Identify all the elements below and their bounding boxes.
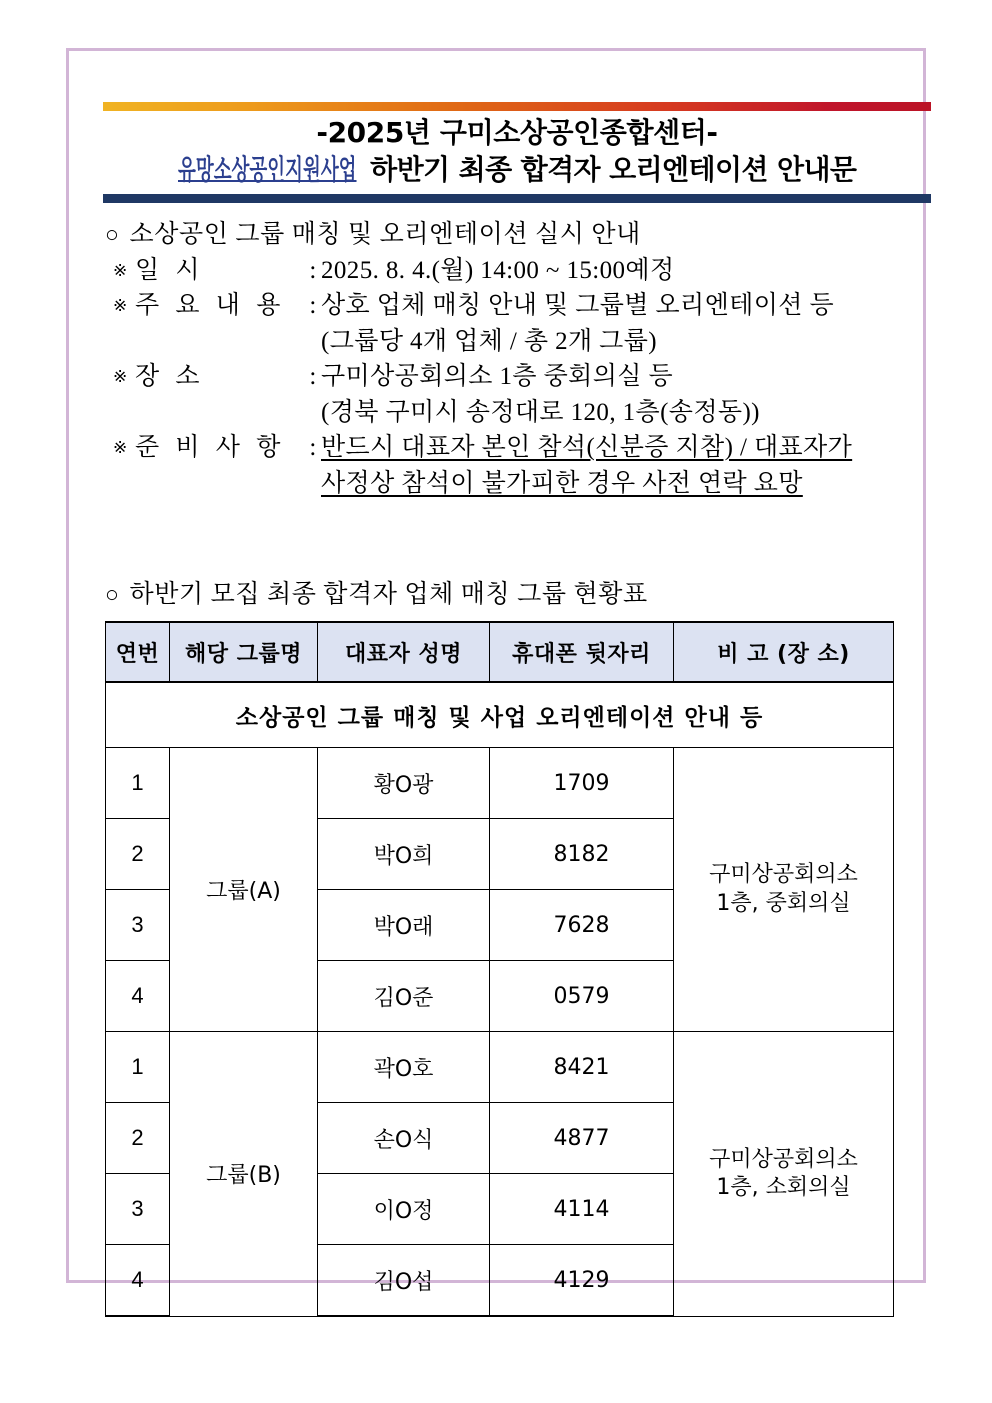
matching-table-wrap: [105, 621, 893, 1317]
info-item-preparation: [113, 430, 929, 466]
info-item-content-colon: :: [309, 292, 317, 319]
info-section: [105, 217, 929, 501]
cell-note-line1: 구미상공회의소: [709, 1146, 858, 1172]
cell-phone: 4114: [490, 1174, 674, 1245]
reference-mark-icon: ※: [113, 260, 128, 280]
info-item-content-value: 상호 업체 매칭 안내 및 그룹별 오리엔테이션 등: [321, 292, 835, 319]
table-section-heading-text: 하반기 모집 최종 합격자 업체 매칭 그룹 현황표: [129, 581, 648, 608]
info-item-content-label: 주 요 내 용: [135, 292, 286, 319]
cell-note-line2: 1층, 중회의실: [716, 890, 851, 916]
cell-note-line2: 1층, 소회의실: [716, 1174, 851, 1200]
cell-no: 2: [106, 1103, 170, 1174]
cell-phone: 0579: [490, 961, 674, 1032]
cell-no: 2: [106, 819, 170, 890]
info-item-datetime-colon: :: [309, 256, 317, 284]
cell-phone: 4129: [490, 1245, 674, 1317]
document-title-line1: -2025년 구미소상공인종합센터-: [316, 116, 718, 149]
document-page-inner: [69, 51, 923, 1295]
info-item-preparation-value: 반드시 대표자 본인 참석(신분증 지참) / 대표자가: [321, 434, 853, 461]
info-item-content: [113, 288, 929, 324]
info-item-place-value: 구미상공회의소 1층 중회의실 등: [321, 363, 674, 390]
info-item-preparation-label: 준 비 사 항: [135, 434, 286, 461]
table-header-row: [106, 622, 894, 682]
document-page-frame: [66, 48, 926, 1295]
info-item-datetime-label: 일 시: [135, 256, 205, 284]
table-header-phone: 휴대폰 뒷자리: [490, 622, 674, 682]
circle-marker-icon: ○: [105, 582, 120, 607]
cell-rep-name: 박O래: [318, 890, 490, 961]
cell-no: 3: [106, 1174, 170, 1245]
reference-mark-icon: ※: [113, 367, 128, 386]
table-header-no: 연번: [106, 622, 170, 682]
info-item-datetime-value: 2025. 8. 4.(월) 14:00 ~ 15:00예정: [321, 256, 675, 284]
reference-mark-icon: ※: [113, 296, 128, 315]
table-header-group: 해당 그룹명: [170, 622, 318, 682]
info-item-place-colon: :: [309, 363, 317, 390]
table-subtitle-row: [106, 682, 894, 748]
table-header-note: 비 고 (장 소): [674, 622, 894, 682]
info-item-place: [113, 359, 929, 395]
cell-phone: 8421: [490, 1032, 674, 1103]
cell-group-name: 그룹(A): [170, 748, 318, 1032]
table-row: [106, 748, 894, 819]
title-block: [103, 102, 931, 203]
gradient-rule-top: [103, 102, 931, 111]
info-section-heading: [105, 217, 929, 253]
cell-rep-name: 곽O호: [318, 1032, 490, 1103]
cell-no: 1: [106, 1032, 170, 1103]
cell-rep-name: 김O섭: [318, 1245, 490, 1317]
cell-phone: 7628: [490, 890, 674, 961]
info-item-place-label: 장 소: [135, 363, 205, 390]
cell-rep-name: 이O정: [318, 1174, 490, 1245]
cell-no: 4: [106, 1245, 170, 1317]
cell-note-line1: 구미상공회의소: [709, 862, 858, 888]
cell-rep-name: 손O식: [318, 1103, 490, 1174]
document-title-line2: [103, 152, 931, 188]
cell-rep-name: 황O광: [318, 748, 490, 819]
info-item-datetime: [113, 253, 929, 289]
cell-phone: 4877: [490, 1103, 674, 1174]
cell-no: 1: [106, 748, 170, 819]
cell-rep-name: 김O준: [318, 961, 490, 1032]
cell-no: 4: [106, 961, 170, 1032]
matching-table: [105, 621, 894, 1317]
info-item-preparation-colon: :: [309, 434, 317, 461]
info-item-preparation-continuation-wrap: [113, 466, 929, 502]
title-rest-text: 하반기 최종 합격자 오리엔테이션 안내문: [370, 152, 857, 186]
table-header-name: 대표자 성명: [318, 622, 490, 682]
info-section-heading-text: 소상공인 그룹 매칭 및 오리엔테이션 실시 안내: [129, 221, 641, 248]
cell-phone: 8182: [490, 819, 674, 890]
cell-rep-name: 박O희: [318, 819, 490, 890]
cell-no: 3: [106, 890, 170, 961]
navy-rule-bottom: [103, 194, 931, 203]
table-section-heading: [105, 574, 648, 610]
cell-phone: 1709: [490, 748, 674, 819]
cell-note: [674, 1032, 894, 1317]
info-item-content-continuation: (그룹당 4개 업체 / 총 2개 그룹): [321, 327, 657, 355]
table-subtitle-text: 소상공인 그룹 매칭 및 사업 오리엔테이션 안내 등: [106, 682, 894, 748]
cell-group-name: 그룹(B): [170, 1032, 318, 1317]
reference-mark-icon: ※: [113, 438, 128, 457]
cell-note: [674, 748, 894, 1032]
info-item-preparation-continuation: 사정상 참석이 불가피한 경우 사전 연락 요망: [321, 469, 803, 497]
circle-marker-icon: ○: [105, 222, 120, 247]
table-row: [106, 1032, 894, 1103]
info-item-place-continuation: (경북 구미시 송정대로 120, 1층(송정동)): [321, 398, 760, 426]
title-accent-text: 유망소상공인지원사업: [177, 152, 357, 186]
